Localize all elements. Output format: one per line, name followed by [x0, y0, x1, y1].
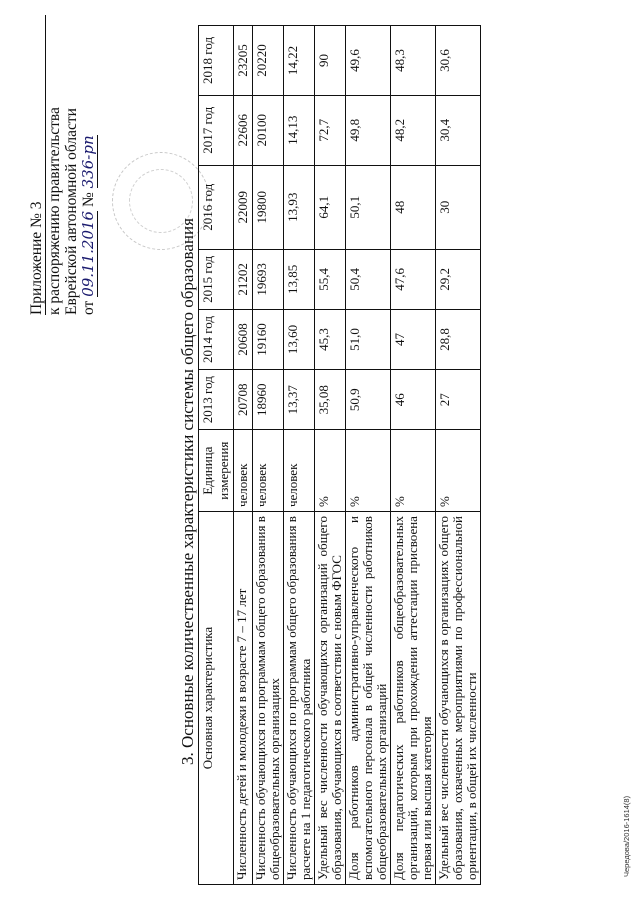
characteristic-name: Доля педагогических работников общеобразовательных организаций, которым при прохождении аттестации присвоена первая или высшая категория [391, 512, 436, 885]
table-row [315, 26, 346, 885]
characteristic-name: Удельный вес численности обучающихся организаций общего образования, обучающихся в соответствии с новым ФГОС [315, 512, 346, 885]
value-cell: 46 [391, 370, 436, 430]
table-row [253, 26, 284, 885]
value-cell: 51,0 [346, 309, 391, 369]
characteristic-name: Доля работников административно-управленческого и вспомогательного персонала в общей численности работников общеобразовательных организаций [346, 512, 391, 885]
value-cell: 28,8 [436, 309, 481, 369]
value-cell: 18960 [253, 370, 284, 430]
value-cell: 22009 [234, 165, 253, 249]
table-row [391, 26, 436, 885]
footer-code: Чередова/2016-1614(8) [622, 795, 631, 877]
value-cell: 20608 [234, 309, 253, 369]
unit-cell: % [315, 430, 346, 512]
value-cell: 50,1 [346, 165, 391, 249]
unit-cell: % [346, 430, 391, 512]
value-cell: 64,1 [315, 165, 346, 249]
value-cell: 48,3 [391, 26, 436, 96]
value-cell: 90 [315, 26, 346, 96]
table-row [346, 26, 391, 885]
appendix-header [28, 15, 97, 315]
value-cell: 55,4 [315, 249, 346, 309]
value-cell: 29,2 [436, 249, 481, 309]
appendix-line-3: Еврейской автономной области [63, 108, 80, 315]
value-cell: 20100 [253, 95, 284, 165]
column-header: Основная характеристика [199, 512, 234, 885]
unit-cell: человек [284, 430, 315, 512]
unit-cell: человек [234, 430, 253, 512]
value-cell: 48,2 [391, 95, 436, 165]
unit-cell: человек [253, 430, 284, 512]
table-row [284, 26, 315, 885]
appendix-date-line [80, 15, 97, 315]
table-row [436, 26, 481, 885]
column-header: 2015 год [199, 249, 234, 309]
characteristic-name: Численность обучающихся по программам общего образования в расчете на 1 педагогического работника [284, 512, 315, 885]
value-cell: 13,93 [284, 165, 315, 249]
table-body [234, 26, 481, 885]
section-title: 3. Основные количественные характеристики системы общего образования [178, 218, 197, 765]
value-cell: 30 [436, 165, 481, 249]
value-cell: 30,4 [436, 95, 481, 165]
appendix-title: Приложение № 3 [28, 15, 46, 315]
value-cell: 48 [391, 165, 436, 249]
value-cell: 19800 [253, 165, 284, 249]
value-cell: 13,85 [284, 249, 315, 309]
value-cell: 23205 [234, 26, 253, 96]
table-header-row [199, 26, 234, 885]
column-header: 2016 год [199, 165, 234, 249]
unit-cell: % [391, 430, 436, 512]
value-cell: 49,6 [346, 26, 391, 96]
value-cell: 19160 [253, 309, 284, 369]
characteristic-name: Удельный вес численности обучающихся в организациях общего образования, охваченных мероприятиями по профессиональной ориентации, в общей их численности [436, 512, 481, 885]
column-header: Единица измерения [199, 430, 234, 512]
value-cell: 14,13 [284, 95, 315, 165]
value-cell: 72,7 [315, 95, 346, 165]
column-header: 2017 год [199, 95, 234, 165]
handwritten-date: 09.11.2016 [79, 210, 97, 297]
value-cell: 20708 [234, 370, 253, 430]
unit-cell: % [436, 430, 481, 512]
value-cell: 35,08 [315, 370, 346, 430]
value-cell: 20220 [253, 26, 284, 96]
table-row [234, 26, 253, 885]
characteristic-name: Численность детей и молодежи в возрасте 7 – 17 лет [234, 512, 253, 885]
value-cell: 50,4 [346, 249, 391, 309]
column-header: 2013 год [199, 370, 234, 430]
value-cell: 14,22 [284, 26, 315, 96]
value-cell: 45,3 [315, 309, 346, 369]
characteristics-table [198, 25, 481, 885]
value-cell: 13,60 [284, 309, 315, 369]
value-cell: 19693 [253, 249, 284, 309]
column-header: 2018 год [199, 26, 234, 96]
value-cell: 50,9 [346, 370, 391, 430]
value-cell: 27 [436, 370, 481, 430]
characteristic-name: Численность обучающихся по программам общего образования в общеобразовательных организациях [253, 512, 284, 885]
value-cell: 13,37 [284, 370, 315, 430]
value-cell: 21202 [234, 249, 253, 309]
value-cell: 47,6 [391, 249, 436, 309]
appendix-line-2: к распоряжению правительства [46, 107, 63, 315]
column-header: 2014 год [199, 309, 234, 369]
value-cell: 49,8 [346, 95, 391, 165]
handwritten-number: 336-рп [79, 135, 97, 189]
date-prefix: от [80, 300, 97, 315]
value-cell: 22606 [234, 95, 253, 165]
value-cell: 47 [391, 309, 436, 369]
value-cell: 30,6 [436, 26, 481, 96]
number-prefix: № [80, 192, 97, 208]
